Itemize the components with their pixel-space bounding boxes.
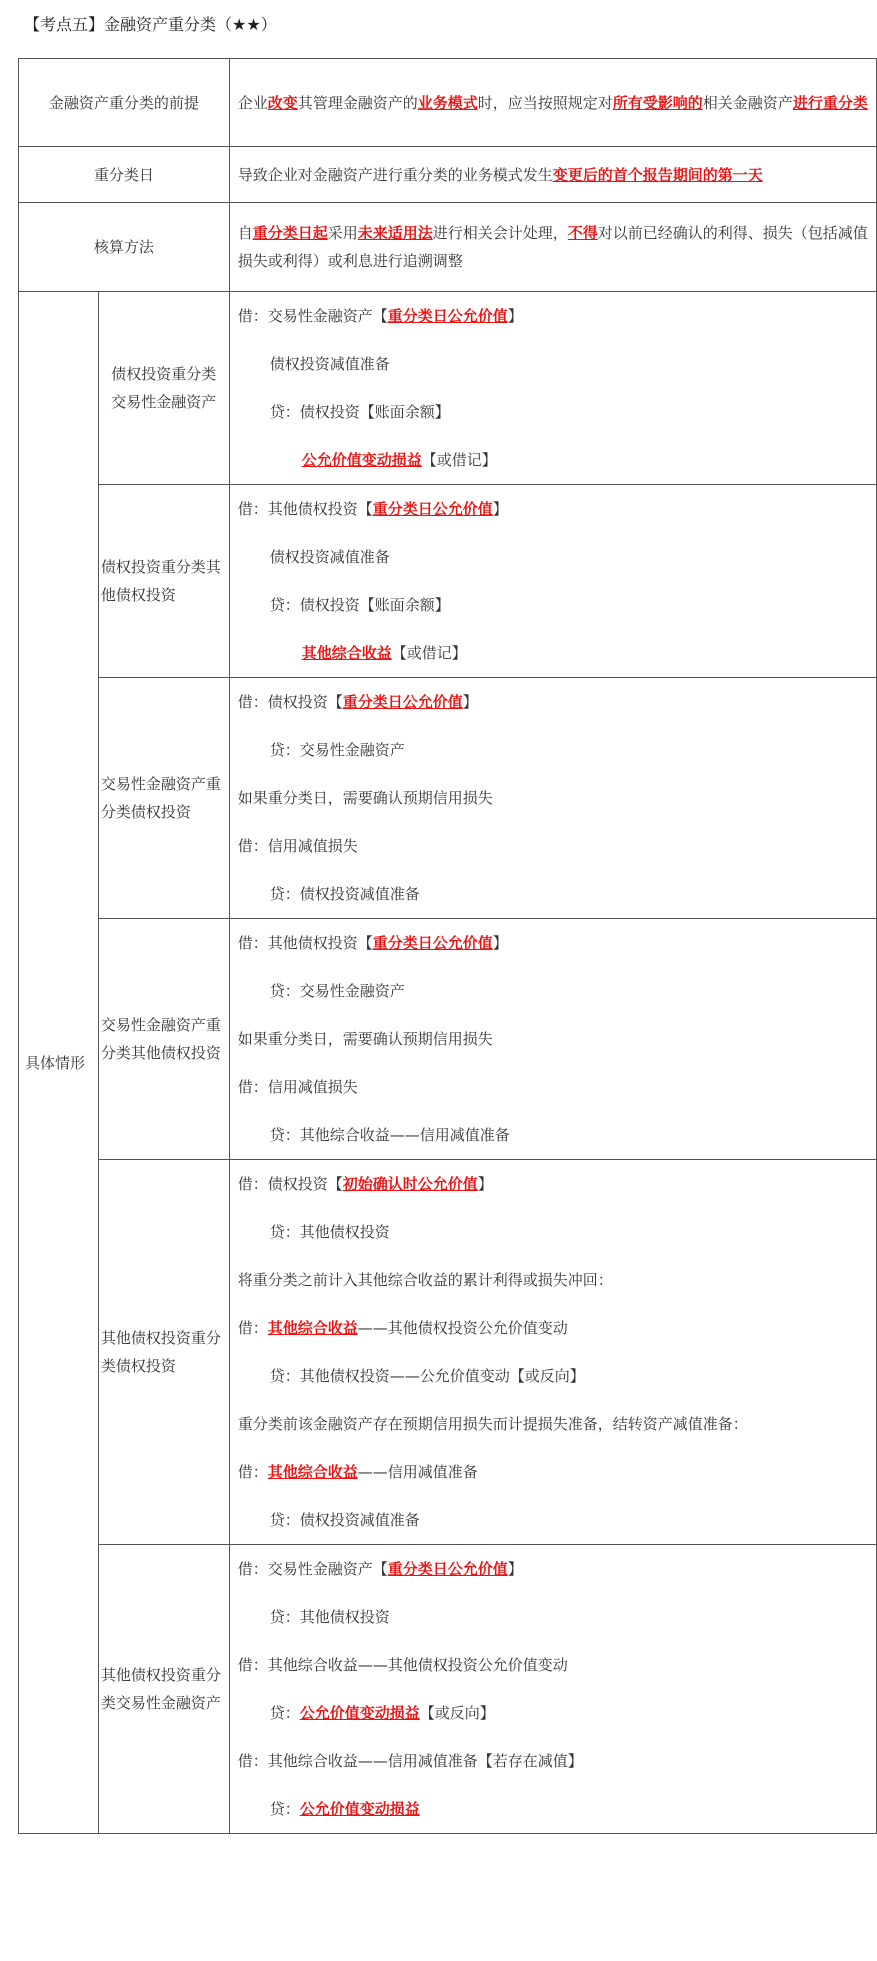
text-segment: 时，应当按照规定对	[477, 93, 613, 112]
text-segment: 债权投资减值准备	[269, 355, 390, 373]
highlight-text: 重分类日公允价值	[387, 307, 508, 325]
journal-line	[238, 1063, 868, 1111]
text-segment: 】	[507, 307, 523, 325]
text-segment: 贷：其他债权投资	[269, 1608, 390, 1626]
text-segment: 【或借记】	[421, 451, 497, 469]
text-segment: 进行相关会计处理，	[432, 224, 568, 242]
row-label: 重分类日	[19, 147, 230, 203]
highlight-text: 重分类日公允价值	[372, 934, 493, 952]
highlight-text: 公允价值变动损益	[299, 1800, 420, 1818]
text-segment: 相关金融资产	[702, 93, 793, 112]
text-segment: 贷：债权投资【账面余额】	[269, 596, 450, 614]
table-row	[19, 147, 877, 203]
table-row	[19, 59, 877, 147]
table-row	[19, 1160, 877, 1545]
text-segment: 自	[237, 224, 253, 242]
text-segment: 】	[462, 693, 478, 711]
journal-line	[238, 436, 868, 484]
row-content	[229, 59, 876, 147]
text-segment: 重分类前该金融资产存在预期信用损失而计提损失准备，结转资产减值准备：	[237, 1415, 748, 1433]
row-label: 金融资产重分类的前提	[19, 59, 230, 147]
text-segment: 借：	[237, 1319, 268, 1337]
highlight-text: 业务模式	[417, 93, 478, 112]
text-segment: 债权投资减值准备	[269, 548, 390, 566]
highlight-text: 重分类日公允价值	[387, 1560, 508, 1578]
case-label: 其他债权投资重分类交易性金融资产	[98, 1545, 229, 1834]
case-label: 债权投资重分类交易性金融资产	[98, 292, 229, 485]
journal-line	[238, 1015, 868, 1063]
highlight-text: 初始确认时公允价值	[342, 1175, 478, 1193]
text-segment: 贷：其他综合收益——信用减值准备	[269, 1126, 510, 1144]
journal-line	[238, 1496, 868, 1544]
text-segment: 采用	[327, 224, 358, 242]
text-segment: 贷：债权投资减值准备	[269, 885, 420, 903]
table-row	[19, 203, 877, 292]
text-segment: 贷：交易性金融资产	[269, 982, 405, 1000]
journal-line	[238, 581, 868, 629]
text-segment: 将重分类之前计入其他综合收益的累计利得或损失冲回：	[237, 1271, 613, 1289]
table-row	[19, 678, 877, 919]
case-entries	[229, 485, 876, 678]
text-segment: 】	[507, 1560, 523, 1578]
highlight-text: 其他综合收益	[267, 1319, 358, 1337]
text-segment: 贷：债权投资减值准备	[269, 1511, 420, 1529]
text-segment: 借：交易性金融资产【	[237, 307, 388, 325]
journal-line	[238, 967, 868, 1015]
highlight-text: 公允价值变动损益	[301, 451, 422, 469]
table-row	[19, 1545, 877, 1834]
text-segment: 借：其他债权投资【	[237, 500, 373, 518]
journal-line	[238, 822, 868, 870]
text-segment: 贷：	[269, 1800, 300, 1818]
section-title: 【考点五】金融资产重分类（★★）	[24, 15, 277, 34]
text-segment: 贷：	[269, 1704, 300, 1722]
reclassification-table	[18, 58, 877, 1834]
highlight-text: 其他综合收益	[301, 644, 392, 662]
case-entries	[229, 919, 876, 1160]
text-segment: 贷：债权投资【账面余额】	[269, 403, 450, 421]
text-segment: 贷：交易性金融资产	[269, 741, 405, 759]
text-segment: 【或反向】	[419, 1704, 495, 1722]
journal-line	[238, 919, 868, 967]
row-content	[229, 203, 876, 292]
highlight-text: 变更后的首个报告期间的第一天	[552, 165, 763, 184]
highlight-text: 其他综合收益	[267, 1463, 358, 1481]
case-entries	[229, 678, 876, 919]
row-label: 核算方法	[19, 203, 230, 292]
journal-line	[238, 1111, 868, 1159]
case-entries	[229, 292, 876, 485]
text-segment: 贷：其他债权投资	[269, 1223, 390, 1241]
highlight-text: 重分类日起	[252, 224, 328, 242]
text-segment: 如果重分类日，需要确认预期信用损失	[237, 1030, 493, 1048]
text-segment: 】	[492, 934, 508, 952]
journal-line	[238, 1400, 868, 1448]
journal-line	[238, 1160, 868, 1208]
journal-line	[238, 1545, 868, 1593]
text-segment: ——其他债权投资公允价值变动	[357, 1319, 568, 1337]
journal-line	[238, 388, 868, 436]
highlight-text: 不得	[567, 224, 598, 242]
text-segment: 【或借记】	[391, 644, 467, 662]
journal-line	[238, 1785, 868, 1833]
highlight-text: 公允价值变动损益	[299, 1704, 420, 1722]
row-content	[229, 147, 876, 203]
journal-line	[238, 726, 868, 774]
journal-line	[238, 774, 868, 822]
case-label: 其他债权投资重分类债权投资	[98, 1160, 229, 1545]
case-label: 交易性金融资产重分类债权投资	[98, 678, 229, 919]
journal-line	[238, 1641, 868, 1689]
highlight-text: 重分类日公允价值	[342, 693, 463, 711]
journal-line	[238, 870, 868, 918]
text-segment: 其管理金融资产的	[297, 93, 418, 112]
journal-line	[238, 292, 868, 340]
highlight-text: 重分类日公允价值	[372, 500, 493, 518]
text-segment: 借：债权投资【	[237, 1175, 343, 1193]
text-segment: 对以前已经确认的利得、损失（包括减值损失或利得）或利息进行追溯调整	[237, 224, 868, 270]
highlight-text: 未来适用法	[357, 224, 433, 242]
specific-cases	[19, 292, 877, 1834]
journal-line	[238, 1689, 868, 1737]
text-segment: 借：债权投资【	[237, 693, 343, 711]
journal-line	[238, 1352, 868, 1400]
row-label: 具体情形	[19, 292, 99, 1834]
text-segment: 如果重分类日，需要确认预期信用损失	[237, 789, 493, 807]
table-row	[19, 292, 877, 485]
text-segment: 借：信用减值损失	[237, 837, 358, 855]
highlight-text: 所有受影响的	[612, 93, 703, 112]
text-segment: 】	[492, 500, 508, 518]
journal-line	[238, 678, 868, 726]
table-row	[19, 919, 877, 1160]
text-segment: 借：其他综合收益——信用减值准备【若存在减值】	[237, 1752, 583, 1770]
text-segment: 企业	[237, 93, 268, 112]
case-label: 交易性金融资产重分类其他债权投资	[98, 919, 229, 1160]
case-entries	[229, 1545, 876, 1834]
text-segment: 借：信用减值损失	[237, 1078, 358, 1096]
journal-line	[238, 533, 868, 581]
journal-line	[238, 340, 868, 388]
journal-line	[238, 1737, 868, 1785]
journal-line	[238, 485, 868, 533]
table-row	[19, 485, 877, 678]
text-segment: 借：其他综合收益——其他债权投资公允价值变动	[237, 1656, 568, 1674]
text-segment: 贷：其他债权投资——公允价值变动【或反向】	[269, 1367, 585, 1385]
case-label: 债权投资重分类其他债权投资	[98, 485, 229, 678]
text-segment: 借：	[237, 1463, 268, 1481]
text-segment: 借：其他债权投资【	[237, 934, 373, 952]
highlight-text: 改变	[267, 93, 298, 112]
journal-line	[238, 1208, 868, 1256]
text-segment: 】	[477, 1175, 493, 1193]
case-entries	[229, 1160, 876, 1545]
journal-line	[238, 1593, 868, 1641]
text-segment: ——信用减值准备	[357, 1463, 478, 1481]
highlight-text: 进行重分类	[792, 93, 868, 112]
journal-line	[238, 629, 868, 677]
text-segment: 借：交易性金融资产【	[237, 1560, 388, 1578]
text-segment: 导致企业对金融资产进行重分类的业务模式发生	[237, 165, 553, 184]
journal-line	[238, 1304, 868, 1352]
journal-line	[238, 1256, 868, 1304]
journal-line	[238, 1448, 868, 1496]
